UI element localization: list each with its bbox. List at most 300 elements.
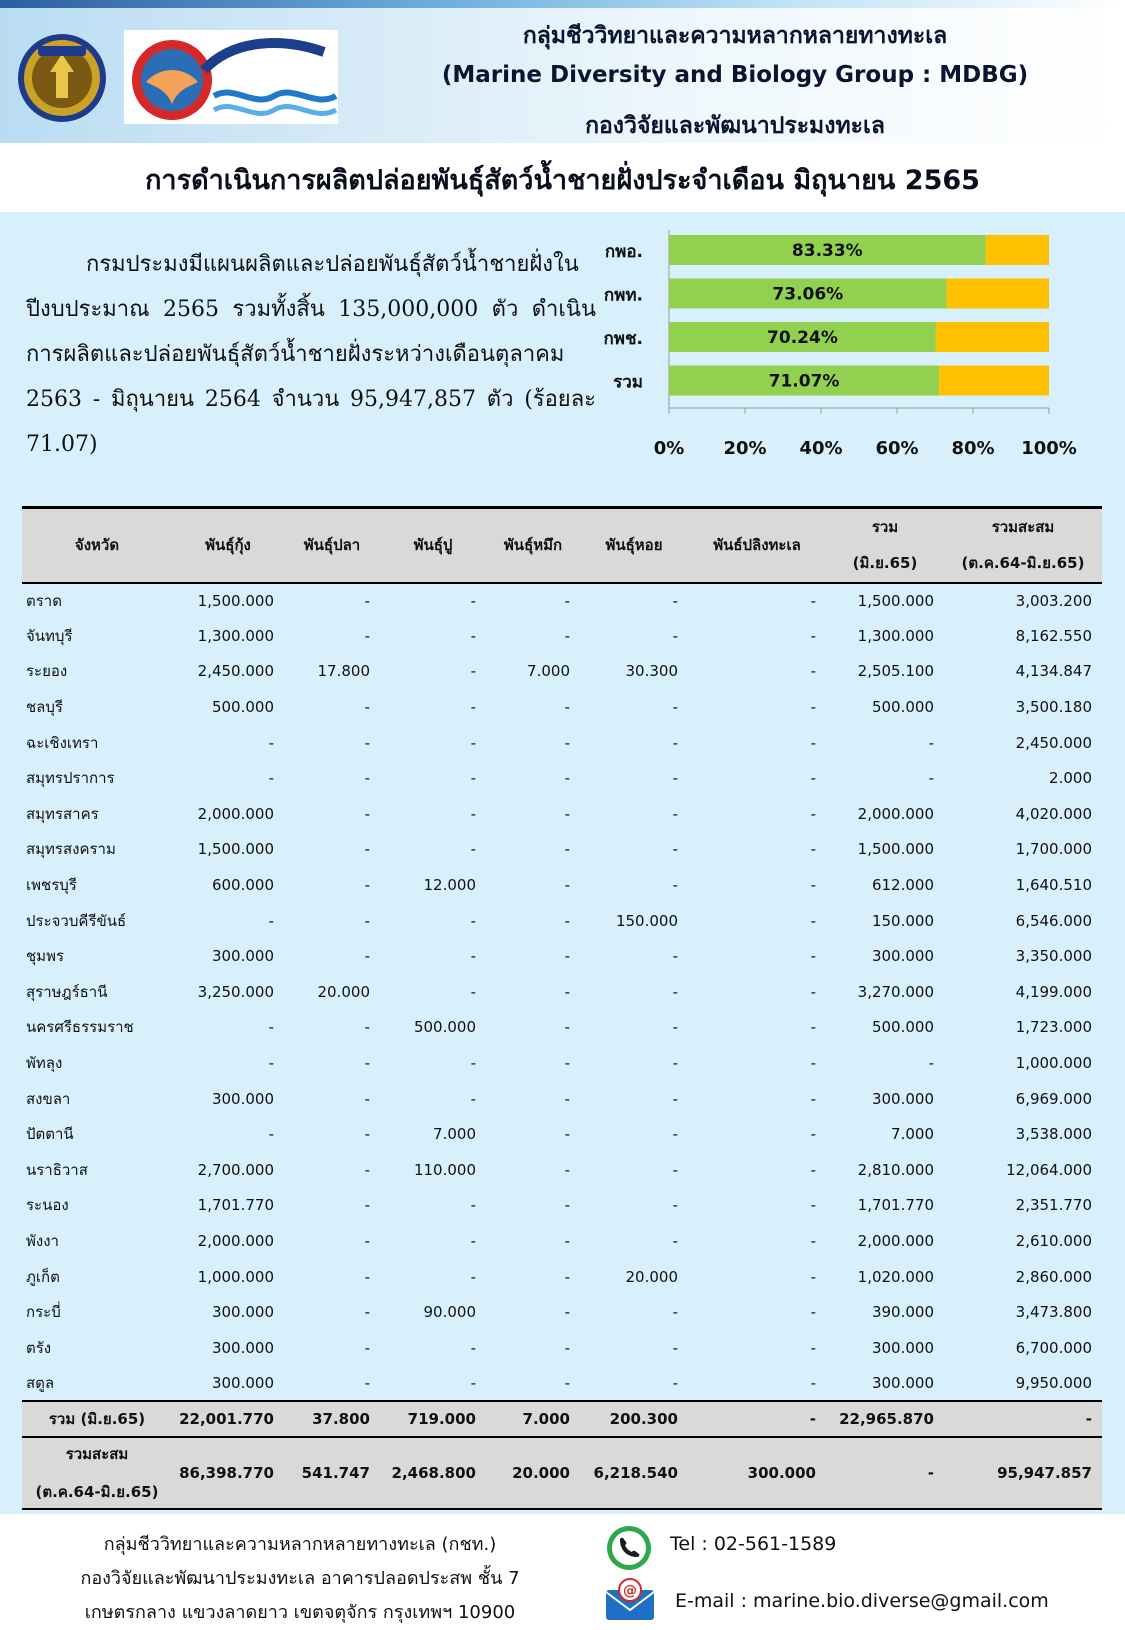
cell-fish: 20.000 [317, 982, 370, 1001]
chart-x-tick-label: 20% [723, 438, 767, 459]
svg-text:@: @ [623, 1583, 637, 1599]
cell-total: 300.000 [871, 1373, 934, 1392]
cell-cumulative: 2.000 [1049, 769, 1092, 788]
cell-total: 500.000 [871, 1018, 934, 1037]
cell-squid: - [564, 804, 570, 823]
cell-sea-cucumber: - [810, 733, 816, 752]
total-label: รวม (มิ.ย.65) [22, 1401, 172, 1437]
cell-province: ประจวบคีรีขันธ์ [26, 911, 127, 930]
cell-squid: - [564, 1089, 570, 1108]
cell-squid: - [564, 1338, 570, 1357]
cell-crab: - [470, 733, 476, 752]
header-group-name-thai: กลุ่มชีววิทยาและความหลากหลายทางทะเล [522, 23, 948, 49]
cell-shellfish: - [672, 1196, 678, 1215]
cell-shrimp: 1,300.000 [197, 626, 274, 645]
chart-data-label: 71.07% [768, 371, 840, 392]
cell-squid: - [564, 1196, 570, 1215]
table-total-row [22, 1401, 1102, 1437]
cell-cumulative: 2,450.000 [1015, 733, 1092, 752]
cell-crab: - [470, 982, 476, 1001]
cell-total: 500.000 [871, 698, 934, 717]
cell-shellfish: - [672, 982, 678, 1001]
cell-shrimp: - [268, 1054, 274, 1073]
cell-fish: - [364, 1303, 370, 1322]
cell-cumulative: 4,134.847 [1015, 662, 1092, 681]
cell-cumulative: 3,350.000 [1015, 947, 1092, 966]
cell-squid: - [564, 591, 570, 610]
table-row [22, 654, 1102, 690]
table-row [22, 583, 1102, 619]
header-squid: พันธุ์หมึก [486, 508, 580, 583]
cell-crab: - [470, 662, 476, 681]
total-crab: 719.000 [380, 1401, 486, 1437]
cell-squid: - [564, 698, 570, 717]
table-row [22, 1330, 1102, 1366]
cell-cumulative: 6,546.000 [1015, 911, 1092, 930]
cell-cumulative: 3,500.180 [1015, 698, 1092, 717]
cell-province: สตูล [26, 1373, 55, 1392]
cell-crab: 12.000 [423, 876, 476, 895]
table-row [22, 725, 1102, 761]
chart-x-tick-label: 0% [653, 438, 685, 459]
chart-data-label: 73.06% [772, 284, 844, 305]
cell-shrimp: 300.000 [211, 1373, 274, 1392]
table-row [22, 1116, 1102, 1152]
cell-province: นราธิวาส [26, 1160, 88, 1179]
cell-fish: - [364, 698, 370, 717]
chart-bar-remaining [936, 322, 1049, 352]
cell-shellfish: - [672, 1018, 678, 1037]
cell-shellfish: - [672, 1125, 678, 1144]
cell-total: 3,270.000 [857, 982, 934, 1001]
total-squid: 7.000 [486, 1401, 580, 1437]
footer-address-line1: กลุ่มชีววิทยาและความหลากหลายทางทะเล (กชท.) [103, 1534, 497, 1555]
cell-province: สุราษฎร์ธานี [26, 982, 108, 1001]
cell-cumulative: 3,003.200 [1015, 591, 1092, 610]
total-fish: 37.800 [284, 1401, 380, 1437]
cell-shrimp: 1,000.000 [197, 1267, 274, 1286]
chart-category-label: กพท. [603, 285, 643, 306]
cell-cumulative: 2,610.000 [1015, 1231, 1092, 1250]
cell-squid: - [564, 769, 570, 788]
cell-sea-cucumber: - [810, 1231, 816, 1250]
cell-shellfish: 20.000 [625, 1267, 678, 1286]
cell-fish: - [364, 733, 370, 752]
cell-province: สมุทรสงคราม [26, 840, 116, 859]
cell-province: ชุมพร [26, 947, 65, 966]
cell-sea-cucumber: - [810, 1196, 816, 1215]
chart-data-label: 70.24% [767, 328, 838, 348]
cell-total: 7.000 [891, 1125, 934, 1144]
cell-squid: - [564, 982, 570, 1001]
cell-sea-cucumber: - [810, 1160, 816, 1179]
cell-shellfish: - [672, 1054, 678, 1073]
cell-shrimp: - [268, 1125, 274, 1144]
cell-total: 2,505.100 [857, 662, 934, 681]
cell-sea-cucumber: - [810, 1303, 816, 1322]
cell-squid: 7.000 [527, 662, 570, 681]
cumulative-fish: 541.747 [284, 1437, 380, 1509]
cell-fish: - [364, 1089, 370, 1108]
cell-sea-cucumber: - [810, 840, 816, 859]
cell-shellfish: - [672, 626, 678, 645]
cell-sea-cucumber: - [810, 911, 816, 930]
cell-sea-cucumber: - [810, 698, 816, 717]
cell-cumulative: 1,640.510 [1015, 876, 1092, 895]
cell-crab: - [470, 804, 476, 823]
phone-icon [605, 1524, 653, 1572]
cell-total: 1,500.000 [857, 840, 934, 859]
header-cumulative-label: รวมสะสม [991, 518, 1055, 537]
cell-fish: - [364, 591, 370, 610]
cell-shellfish: - [672, 947, 678, 966]
header-total-sub: (มิ.ย.65) [852, 554, 918, 573]
chart-category-label: กพช. [603, 329, 643, 349]
cell-sea-cucumber: - [810, 804, 816, 823]
cell-shellfish: - [672, 1303, 678, 1322]
table-row [22, 760, 1102, 796]
cell-fish: - [364, 1338, 370, 1357]
cell-total: 2,810.000 [857, 1160, 934, 1179]
cell-total: - [928, 733, 934, 752]
cell-fish: - [364, 626, 370, 645]
cell-squid: - [564, 1267, 570, 1286]
cell-total: 2,000.000 [857, 1231, 934, 1250]
cell-crab: 90.000 [423, 1303, 476, 1322]
cell-sea-cucumber: - [810, 1125, 816, 1144]
total-sea-cucumber: - [688, 1401, 826, 1437]
cell-total: 612.000 [871, 876, 934, 895]
cell-shrimp: - [268, 1018, 274, 1037]
cell-province: สมุทรสาคร [26, 804, 99, 823]
cell-shrimp: - [268, 769, 274, 788]
cell-shellfish: - [672, 591, 678, 610]
cell-fish: - [364, 876, 370, 895]
header-fish: พันธุ์ปลา [284, 508, 380, 583]
cell-shrimp: - [268, 911, 274, 930]
department-of-fisheries-logo [16, 32, 108, 124]
cell-province: สมุทรปราการ [26, 769, 115, 788]
cell-squid: - [564, 1054, 570, 1073]
cell-fish: - [364, 911, 370, 930]
cell-province: ตราด [26, 591, 62, 610]
cell-cumulative: 2,351.770 [1015, 1196, 1092, 1215]
cell-cumulative: 1,700.000 [1015, 840, 1092, 859]
cell-shrimp: 300.000 [211, 1303, 274, 1322]
cell-shrimp: 300.000 [211, 1089, 274, 1108]
table-row [22, 832, 1102, 868]
cell-shrimp: 2,450.000 [197, 662, 274, 681]
cell-sea-cucumber: - [810, 1267, 816, 1286]
header-cumulative-sub: (ต.ค.64-มิ.ย.65) [961, 554, 1085, 573]
cell-squid: - [564, 733, 570, 752]
cell-shellfish: - [672, 1089, 678, 1108]
header-total-label: รวม [871, 518, 899, 537]
cell-total: 1,020.000 [857, 1267, 934, 1286]
chart-x-tick-label: 60% [875, 438, 919, 459]
cell-crab: - [470, 1054, 476, 1073]
cell-cumulative: 3,473.800 [1015, 1303, 1092, 1322]
cell-fish: - [364, 1160, 370, 1179]
cell-total: 300.000 [871, 1338, 934, 1357]
cell-crab: - [470, 1196, 476, 1215]
header-sea-cucumber: พันธ์ปลิงทะเล [688, 508, 826, 583]
cell-shellfish: - [672, 1373, 678, 1392]
cell-shellfish: - [672, 876, 678, 895]
table-row [22, 1081, 1102, 1117]
intro-text [26, 242, 596, 467]
header-crab: พันธุ์ปู [380, 508, 486, 583]
intro-paragraph: กรมประมงมีแผนผลิตและปล่อยพันธุ์สัตว์น้ำชายฝั่งในปีงบประมาณ 2565 รวมทั้งสิ้น 135,000,000 ตัว ดำเนินการผลิตและปล่อยพันธุ์สัตว์น้ำชายฝั่งระหว่างเดือนตุลาคม 2563 - มิถุนายน 2564 จำนวน 95,947,857 ตัว (ร้อยละ 71.07) [26, 252, 596, 457]
cell-fish: - [364, 1267, 370, 1286]
cell-squid: - [564, 1018, 570, 1037]
cell-sea-cucumber: - [810, 591, 816, 610]
table-row [22, 903, 1102, 939]
cell-crab: - [470, 626, 476, 645]
cell-shrimp: 1,500.000 [197, 591, 274, 610]
cell-squid: - [564, 947, 570, 966]
table-cumulative-row [22, 1437, 1102, 1509]
cell-crab: - [470, 1373, 476, 1392]
cumulative-shrimp: 86,398.770 [172, 1437, 284, 1509]
table-row [22, 1188, 1102, 1224]
cell-province: พังงา [26, 1231, 59, 1250]
table-row [22, 1294, 1102, 1330]
cell-sea-cucumber: - [810, 662, 816, 681]
cell-shrimp: 2,000.000 [197, 1231, 274, 1250]
cell-total: 390.000 [871, 1303, 934, 1322]
cell-crab: 7.000 [433, 1125, 476, 1144]
cell-cumulative: 4,020.000 [1015, 804, 1092, 823]
cell-sea-cucumber: - [810, 1373, 816, 1392]
cell-squid: - [564, 1125, 570, 1144]
cell-province: ระนอง [26, 1196, 69, 1215]
cell-fish: - [364, 1018, 370, 1037]
cell-sea-cucumber: - [810, 1054, 816, 1073]
cell-squid: - [564, 1160, 570, 1179]
cell-province: ฉะเชิงเทรา [26, 733, 99, 752]
cell-squid: - [564, 876, 570, 895]
cell-shellfish: - [672, 698, 678, 717]
header-total [826, 508, 944, 583]
footer-address-line3: เกษตรกลาง แขวงลาดยาว เขตจตุจักร กรุงเทพฯ 10900 [84, 1602, 516, 1623]
table-row [22, 618, 1102, 654]
header-shrimp: พันธุ์กุ้ง [172, 508, 284, 583]
cell-shrimp: 2,700.000 [197, 1160, 274, 1179]
cell-fish: - [364, 1125, 370, 1144]
table-row [22, 974, 1102, 1010]
cell-shellfish: - [672, 1338, 678, 1357]
cell-fish: - [364, 804, 370, 823]
cell-total: 300.000 [871, 1089, 934, 1108]
cell-total: 1,300.000 [857, 626, 934, 645]
cell-sea-cucumber: - [810, 1089, 816, 1108]
cell-crab: - [470, 1089, 476, 1108]
cell-shrimp: 3,250.000 [197, 982, 274, 1001]
header-group-name-english: (Marine Diversity and Biology Group : MDBG) [441, 62, 1029, 88]
cell-shrimp: 500.000 [211, 698, 274, 717]
chart-x-tick-label: 40% [799, 438, 843, 459]
cell-province: จันทบุรี [26, 626, 73, 645]
total-shrimp: 22,001.770 [172, 1401, 284, 1437]
cell-shellfish: - [672, 733, 678, 752]
cell-squid: - [564, 1373, 570, 1392]
cell-shrimp: 600.000 [211, 876, 274, 895]
table-row [22, 1223, 1102, 1259]
cell-shrimp: 1,500.000 [197, 840, 274, 859]
cell-squid: - [564, 1231, 570, 1250]
cumulative-total: - [826, 1437, 944, 1509]
cell-shellfish: 30.300 [625, 662, 678, 681]
chart-bar-remaining [939, 366, 1049, 396]
page-title: การดำเนินการผลิตปล่อยพันธุ์สัตว์น้ำชายฝั่งประจำเดือน มิถุนายน 2565 [145, 165, 980, 196]
cell-fish: - [364, 769, 370, 788]
cumulative-crab: 2,468.800 [380, 1437, 486, 1509]
cell-cumulative: 3,538.000 [1015, 1125, 1092, 1144]
cell-fish: - [364, 947, 370, 966]
cell-province: เพชรบุรี [26, 876, 77, 895]
cell-squid: - [564, 626, 570, 645]
cell-sea-cucumber: - [810, 947, 816, 966]
table-row [22, 1259, 1102, 1295]
cell-crab: - [470, 698, 476, 717]
table-row [22, 1366, 1102, 1402]
chart-bar-remaining [986, 235, 1049, 265]
cell-shrimp: 1,701.770 [197, 1196, 274, 1215]
cell-crab: - [470, 1338, 476, 1357]
cell-crab: 110.000 [413, 1160, 476, 1179]
cell-sea-cucumber: - [810, 982, 816, 1001]
chart-category-label: รวม [613, 372, 643, 393]
table-row [22, 938, 1102, 974]
cell-total: 300.000 [871, 947, 934, 966]
cumulative-label-line2: (ต.ค.64-มิ.ย.65) [35, 1483, 159, 1502]
cell-squid: - [564, 1303, 570, 1322]
cell-total: 150.000 [871, 911, 934, 930]
cell-sea-cucumber: - [810, 1338, 816, 1357]
total-total: 22,965.870 [826, 1401, 944, 1437]
chart-data-label: 83.33% [791, 241, 863, 261]
cumulative-squid: 20.000 [486, 1437, 580, 1509]
cell-total: 1,701.770 [857, 1196, 934, 1215]
chart-x-tick-label: 80% [951, 438, 995, 459]
table-row [22, 1045, 1102, 1081]
email-address: E-mail : marine.bio.diverse@gmail.com [675, 1590, 1049, 1612]
cell-shellfish: - [672, 1160, 678, 1179]
cell-cumulative: 2,860.000 [1015, 1267, 1092, 1286]
cell-province: ชลบุรี [26, 698, 63, 717]
total-shellfish: 200.300 [580, 1401, 688, 1437]
header-province: จังหวัด [22, 508, 172, 583]
cell-shrimp: - [268, 733, 274, 752]
cell-total: 1,500.000 [857, 591, 934, 610]
total-cumulative: - [944, 1401, 1102, 1437]
header-cumulative [944, 508, 1102, 583]
marine-research-division-logo [124, 30, 338, 124]
cell-province: ระยอง [26, 662, 68, 681]
cell-squid: - [564, 840, 570, 859]
table-row [22, 867, 1102, 903]
cell-province: สงขลา [26, 1089, 71, 1108]
chart-bar-remaining [947, 279, 1049, 309]
cell-fish: - [364, 1196, 370, 1215]
cell-province: ปัตตานี [26, 1125, 74, 1144]
cell-total: - [928, 769, 934, 788]
cell-crab: - [470, 947, 476, 966]
cell-sea-cucumber: - [810, 876, 816, 895]
cell-cumulative: 4,199.000 [1015, 982, 1092, 1001]
table-row [22, 1010, 1102, 1046]
cumulative-sea-cucumber: 300.000 [688, 1437, 826, 1509]
cell-shellfish: - [672, 769, 678, 788]
table-row [22, 689, 1102, 725]
cell-cumulative: 6,700.000 [1015, 1338, 1092, 1357]
cell-cumulative: 9,950.000 [1015, 1373, 1092, 1392]
chart-x-tick-label: 100% [1021, 438, 1077, 459]
table-header-row [22, 508, 1102, 583]
footer-address [30, 1528, 570, 1630]
cell-fish: 17.800 [317, 662, 370, 681]
cell-shellfish: - [672, 804, 678, 823]
cell-shrimp: 300.000 [211, 1338, 274, 1357]
cell-shrimp: 300.000 [211, 947, 274, 966]
cell-total: - [928, 1054, 934, 1073]
cell-crab: - [470, 591, 476, 610]
cell-total: 2,000.000 [857, 804, 934, 823]
cell-cumulative: 12,064.000 [1006, 1160, 1092, 1179]
cell-province: พัทลุง [26, 1054, 63, 1073]
header-division-name: กองวิจัยและพัฒนาประมงทะเล [585, 113, 885, 139]
cell-cumulative: 1,723.000 [1015, 1018, 1092, 1037]
cell-crab: - [470, 840, 476, 859]
cell-shellfish: - [672, 840, 678, 859]
cell-shellfish: - [672, 1231, 678, 1250]
cell-cumulative: 6,969.000 [1015, 1089, 1092, 1108]
chart-category-label: กพอ. [604, 242, 643, 262]
cell-crab: 500.000 [413, 1018, 476, 1037]
cell-shellfish: 150.000 [615, 911, 678, 930]
footer-address-line2: กองวิจัยและพัฒนาประมงทะเล อาคารปลอดประสพ ชั้น 7 [80, 1568, 520, 1589]
cumulative-shellfish: 6,218.540 [580, 1437, 688, 1509]
cumulative-label [22, 1437, 172, 1509]
release-table [22, 506, 1102, 1510]
email-icon [604, 1578, 656, 1622]
cell-fish: - [364, 840, 370, 859]
cell-province: ตรัง [26, 1338, 52, 1357]
table-row [22, 796, 1102, 832]
cell-sea-cucumber: - [810, 1018, 816, 1037]
cell-fish: - [364, 1231, 370, 1250]
cell-crab: - [470, 911, 476, 930]
header-shellfish: พันธุ์หอย [580, 508, 688, 583]
header-stripe [0, 0, 1125, 8]
table-row [22, 1152, 1102, 1188]
cumulative-label-line1: รวมสะสม [65, 1445, 129, 1464]
cell-cumulative: 1,000.000 [1015, 1054, 1092, 1073]
progress-bar-chart [603, 230, 1115, 480]
cell-province: ภูเก็ต [26, 1267, 60, 1286]
cell-province: นครศรีธรรมราช [26, 1018, 134, 1037]
cell-shrimp: 2,000.000 [197, 804, 274, 823]
cell-cumulative: 8,162.550 [1015, 626, 1092, 645]
telephone-number: Tel : 02-561-1589 [670, 1533, 837, 1555]
cell-sea-cucumber: - [810, 769, 816, 788]
cell-fish: - [364, 1054, 370, 1073]
cell-sea-cucumber: - [810, 626, 816, 645]
cell-crab: - [470, 769, 476, 788]
cell-squid: - [564, 911, 570, 930]
cumulative-cumulative: 95,947.857 [944, 1437, 1102, 1509]
